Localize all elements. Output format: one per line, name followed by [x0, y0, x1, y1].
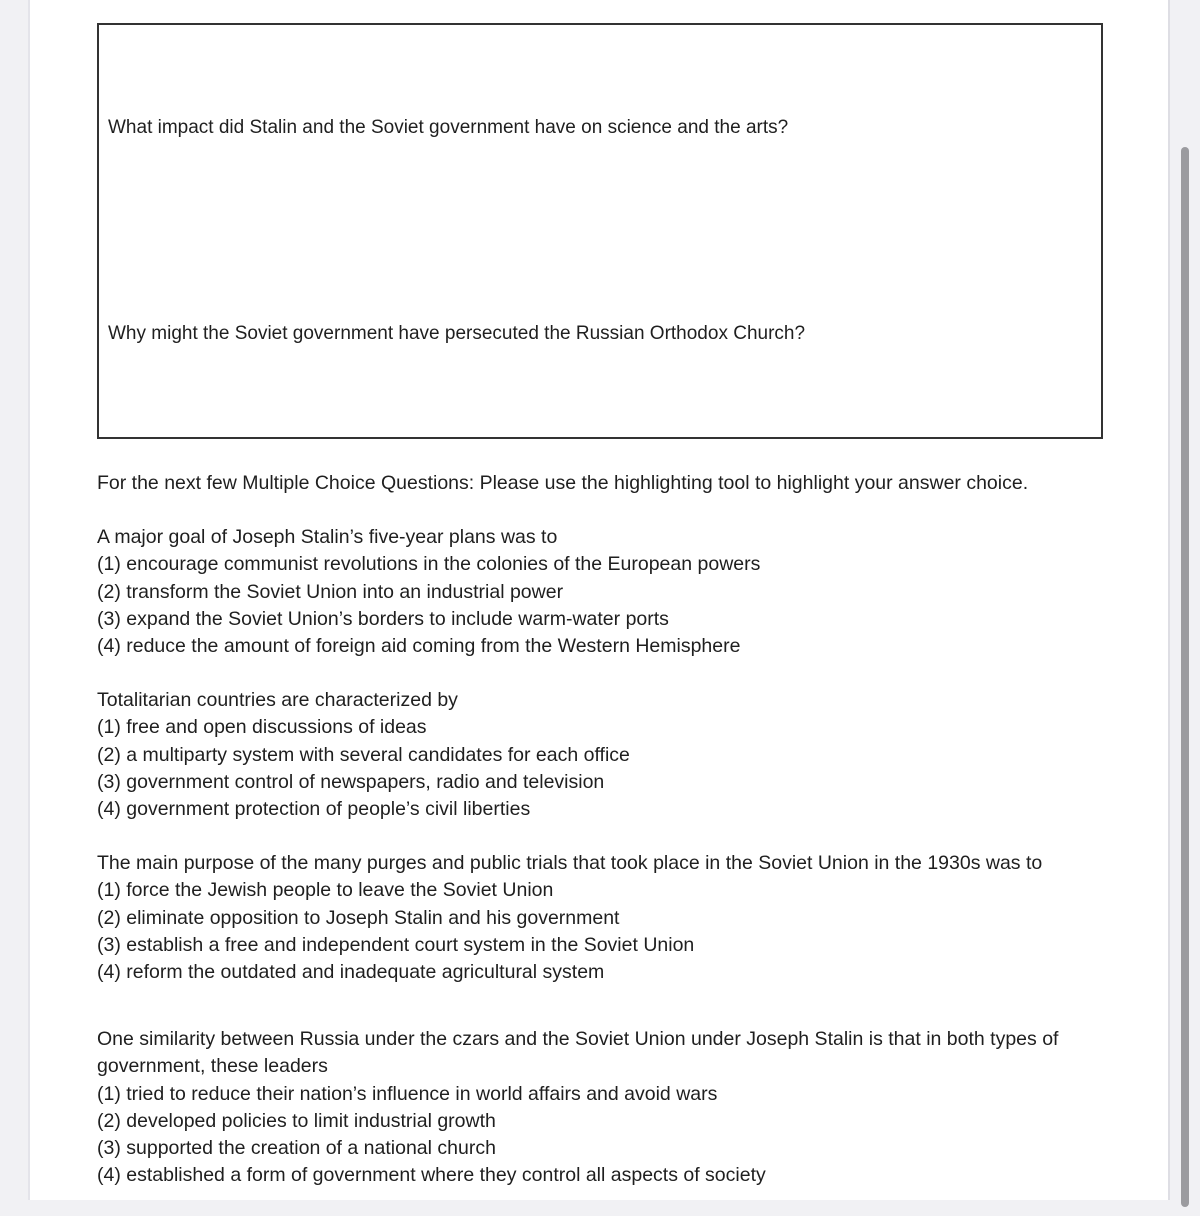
- mc-question-1: [97, 524, 1107, 660]
- answer-choice[interactable]: (3) government control of newspapers, radio and television: [97, 770, 605, 793]
- answer-choice[interactable]: (1) encourage communist revolutions in the colonies of the European powers: [97, 553, 761, 576]
- question-stem: One similarity between Russia under the czars and the Soviet Union under Joseph Stalin is that in both types of government, these leaders: [97, 1028, 1059, 1078]
- table-row: [98, 231, 1102, 438]
- answer-choice[interactable]: (2) eliminate opposition to Joseph Stalin and his government: [97, 906, 620, 929]
- answer-choice[interactable]: (2) transform the Soviet Union into an industrial power: [97, 580, 564, 603]
- vertical-scrollbar[interactable]: [1168, 0, 1200, 1200]
- instructions-text: For the next few Multiple Choice Questions: Please use the highlighting tool to highlight your answer choice.: [97, 472, 1029, 494]
- viewer-left-gutter: [0, 0, 30, 1200]
- short-answer-table: [97, 23, 1103, 439]
- answer-choice[interactable]: (4) government protection of people’s civil liberties: [97, 798, 531, 821]
- scrollbar-thumb[interactable]: [1181, 147, 1189, 1207]
- answer-cell[interactable]: [98, 231, 1102, 438]
- mc-question-4: [97, 1026, 1107, 1189]
- answer-choice[interactable]: (3) establish a free and independent court system in the Soviet Union: [97, 933, 695, 956]
- question-prompt: Why might the Soviet government have persecuted the Russian Orthodox Church?: [108, 323, 806, 344]
- answer-choice[interactable]: (3) expand the Soviet Union’s borders to include warm-water ports: [97, 607, 669, 630]
- answer-choice[interactable]: (1) force the Jewish people to leave the Soviet Union: [97, 879, 554, 902]
- mc-question-2: [97, 687, 1107, 823]
- question-stem: The main purpose of the many purges and public trials that took place in the Soviet Union in the 1930s was to: [97, 852, 1043, 875]
- answer-choice[interactable]: (4) established a form of government where they control all aspects of society: [97, 1164, 766, 1187]
- answer-choice[interactable]: (3) supported the creation of a national church: [97, 1137, 496, 1160]
- answer-choice[interactable]: (4) reform the outdated and inadequate agricultural system: [97, 961, 605, 984]
- question-stem: Totalitarian countries are characterized by: [97, 689, 458, 712]
- answer-choice[interactable]: (2) a multiparty system with several candidates for each office: [97, 743, 630, 766]
- answer-choice[interactable]: (1) tried to reduce their nation’s influence in world affairs and avoid wars: [97, 1082, 718, 1105]
- mc-question-3: [97, 850, 1107, 986]
- question-stem: A major goal of Joseph Stalin’s five-year plans was to: [97, 526, 558, 549]
- multiple-choice-section: [97, 470, 1107, 1216]
- answer-cell[interactable]: [98, 24, 1102, 231]
- table-row: [98, 24, 1102, 231]
- answer-choice[interactable]: (2) developed policies to limit industrial growth: [97, 1109, 496, 1132]
- document-page: [30, 0, 1168, 1200]
- answer-choice[interactable]: (4) reduce the amount of foreign aid coming from the Western Hemisphere: [97, 635, 741, 658]
- answer-choice[interactable]: (1) free and open discussions of ideas: [97, 716, 427, 739]
- question-prompt: What impact did Stalin and the Soviet government have on science and the arts?: [108, 117, 789, 138]
